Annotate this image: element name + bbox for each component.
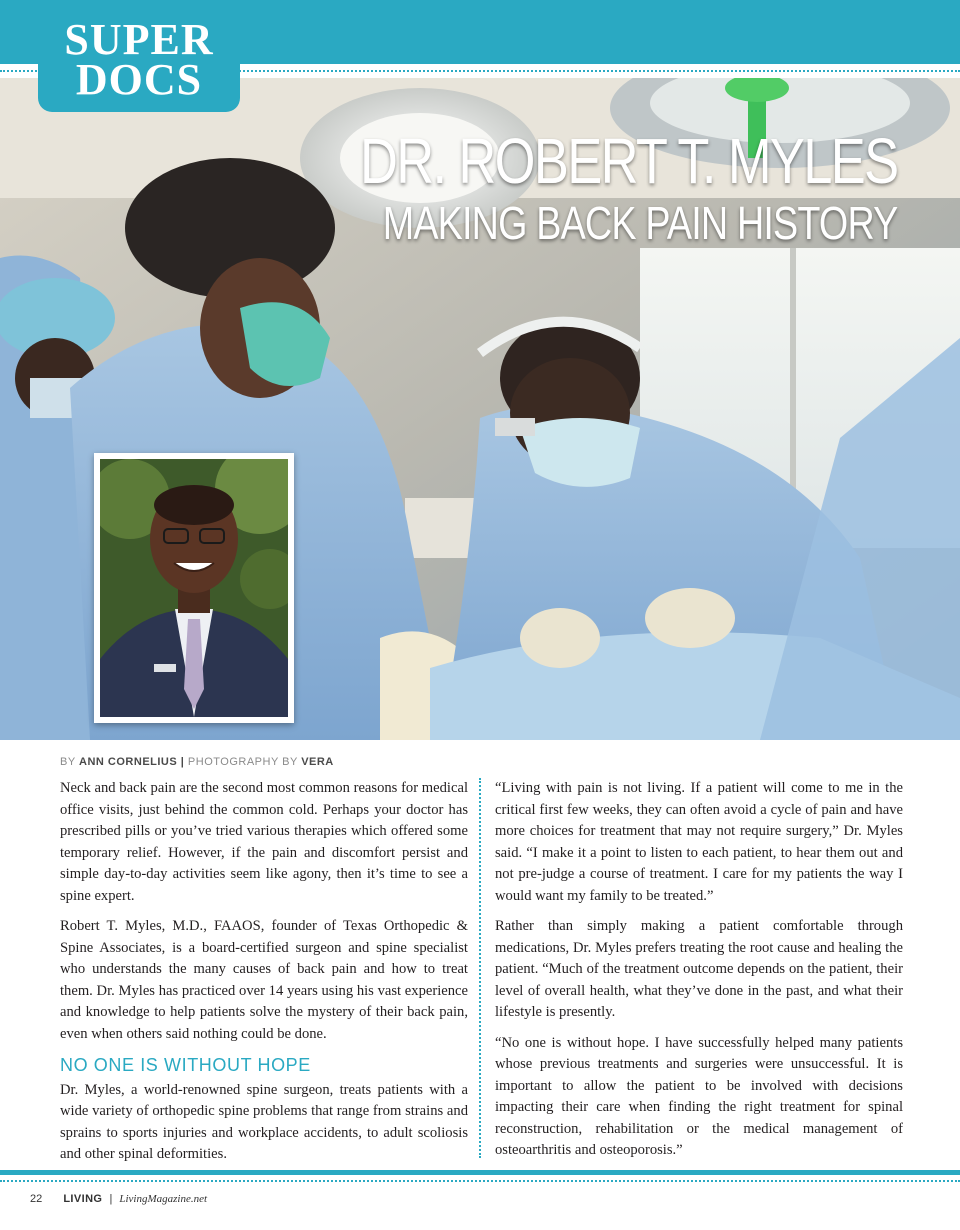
section-heading: NO ONE IS WITHOUT HOPE bbox=[60, 1055, 311, 1075]
byline-author: ANN CORNELIUS bbox=[79, 756, 178, 768]
badge-line-2: DOCS bbox=[75, 55, 203, 104]
paragraph: Dr. Myles, a world-renowned spine surgeon, treats patients with a wide variety of orthopedic spine problems that range from strains and sprains to sports injuries and workplace accidents, to adult scoliosis and other spinal deformities. bbox=[60, 1081, 468, 1162]
paragraph: “No one is without hope. I have successfully helped many patients whose previous treatments and surgeries were unsuccessful. It is important to allow the patient to be involved with decisions impacting their care when finding the right treatment for spinal reconstruction, rehabilitation or the medical management of osteoarthritis and osteoporosis.” bbox=[495, 1034, 903, 1158]
magazine-name: LIVING bbox=[63, 1193, 103, 1205]
paragraph: Robert T. Myles, M.D., FAAOS, founder of Texas Orthopedic & Spine Associates, is a board-certified surgeon and spine specialist who understands the many causes of back pain and how to treat them. Dr. Myles has practiced over 14 years using his vast experience and knowledge to help patients solve the mystery of their back pain, even when others said nothing could be done. bbox=[60, 918, 468, 1042]
bottom-accent-bar bbox=[0, 1170, 960, 1175]
super-docs-badge bbox=[38, 0, 240, 112]
headline-subtitle: MAKING BACK PAIN HISTORY bbox=[383, 197, 898, 249]
badge-line-1: SUPER bbox=[64, 15, 214, 64]
footer-separator: | bbox=[109, 1193, 113, 1205]
article-headline bbox=[242, 126, 898, 250]
page-number: 22 bbox=[30, 1193, 43, 1205]
byline-separator: | bbox=[180, 756, 185, 768]
byline-photo-prefix: PHOTOGRAPHY BY bbox=[187, 756, 298, 768]
article-column-left bbox=[60, 778, 468, 1175]
portrait-photo bbox=[94, 453, 294, 723]
paragraph: “Living with pain is not living. If a patient will come to me in the critical first few weeks, they can often avoid a cycle of pain and have more choices for treatment that may not require surgery,” Dr. Myles said. “I make it a point to listen to each patient, to hear them out and not pre-judge a course of treatment. I care for my patients the way I would want my family to be treated.” bbox=[495, 780, 903, 904]
paragraph: Neck and back pain are the second most common reasons for medical office visits, just behind the common cold. Perhaps your doctor has prescribed pills or you’ve tried various therapies which offered some temporary relief. However, if the pain and discomfort persist and simple day-to-day activities seem like agony, then it’s time to see a spine expert. bbox=[60, 780, 468, 904]
page-footer bbox=[30, 1193, 207, 1205]
headline-name: DR. ROBERT T. MYLES bbox=[360, 125, 898, 197]
column-divider bbox=[479, 778, 481, 1158]
byline bbox=[60, 756, 334, 768]
paragraph: Rather than simply making a patient comfortable through medications, Dr. Myles prefers treating the root cause and healing the patient. “Much of the treatment outcome depends on the patient, their level of overall health, what they’ve done in the past, and what their lifestyle is presently. bbox=[495, 918, 903, 1020]
magazine-website: LivingMagazine.net bbox=[119, 1193, 208, 1205]
byline-photographer: VERA bbox=[301, 756, 334, 768]
bottom-dotted-rule bbox=[0, 1180, 960, 1182]
article-column-right bbox=[495, 778, 903, 1171]
byline-by-prefix: BY bbox=[60, 756, 76, 768]
doctor-portrait-illustration bbox=[100, 459, 288, 717]
